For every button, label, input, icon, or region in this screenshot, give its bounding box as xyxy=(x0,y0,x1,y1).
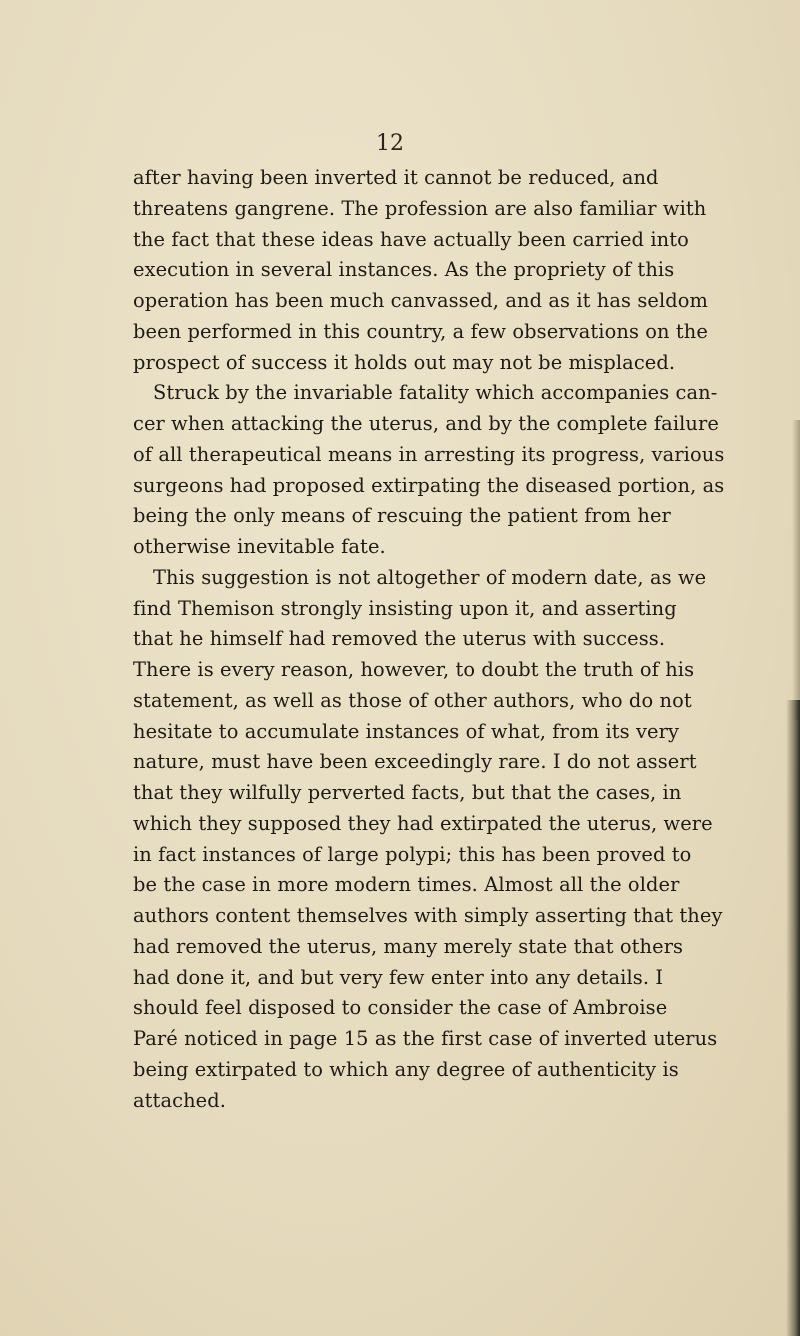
text-line: execution in several instances. As the propriety of this xyxy=(133,258,675,282)
text-line: hesitate to accumulate instances of what, from its very xyxy=(133,719,680,743)
text-line: cer when attacking the uterus, and by the complete failure xyxy=(133,412,719,435)
text-line: statement, as well as those of other authors, who do not xyxy=(133,688,692,712)
text-line: authors content themselves with simply asserting that they xyxy=(133,904,723,927)
text-line: There is every reason, however, to doubt the truth of his xyxy=(133,658,695,681)
text-line: prospect of success it holds out may not be misplaced. xyxy=(133,350,676,374)
text-line: Struck by the invariable fatality which accompanies can- xyxy=(153,381,718,405)
text-line: been performed in this country, a few observations on the xyxy=(133,319,708,343)
text-line: attached. xyxy=(133,1088,227,1112)
text-line: being extirpated to which any degree of authenticity is xyxy=(133,1057,679,1081)
text-line: surgeons had proposed extirpating the diseased portion, as xyxy=(133,473,725,497)
text-line: of all therapeutical means in arresting its progress, various xyxy=(133,442,725,466)
text-line: had done it, and but very few enter into any details. I xyxy=(133,965,664,989)
text-line: nature, must have been exceedingly rare. I do not assert xyxy=(133,750,697,774)
text-line: which they supposed they had extirpated the uterus, were xyxy=(133,811,713,835)
text-line: threatens gangrene. The profession are also familiar with xyxy=(133,196,707,220)
text-line: the fact that these ideas have actually been carried into xyxy=(133,227,689,251)
text-line: operation has been much canvassed, and as it has seldom xyxy=(133,289,709,312)
text-line: should feel disposed to consider the case of Ambroise xyxy=(133,996,668,1020)
text-line: be the case in more modern times. Almost all the older xyxy=(133,873,680,897)
page-edge-shadow xyxy=(792,420,800,720)
text-line: that they wilfully perverted facts, but that the cases, in xyxy=(133,781,682,804)
text-line: that he himself had removed the uterus with success. xyxy=(133,627,666,651)
text-line: after having been inverted it cannot be reduced, and xyxy=(133,166,659,189)
page-number: 12 xyxy=(376,131,404,156)
text-line: had removed the uterus, many merely state that others xyxy=(133,934,684,958)
text-line: in fact instances of large polypi; this has been proved to xyxy=(133,842,692,866)
text-line: This suggestion is not altogether of modern date, as we xyxy=(153,565,707,589)
text-line: otherwise inevitable fate. xyxy=(133,535,386,558)
text-line: Paré noticed in page 15 as the first case of inverted uterus xyxy=(133,1027,718,1050)
body-text xyxy=(133,163,793,1116)
text-line: find Themison strongly insisting upon it, and asserting xyxy=(133,596,677,620)
text-line: being the only means of rescuing the patient from her xyxy=(133,504,671,528)
